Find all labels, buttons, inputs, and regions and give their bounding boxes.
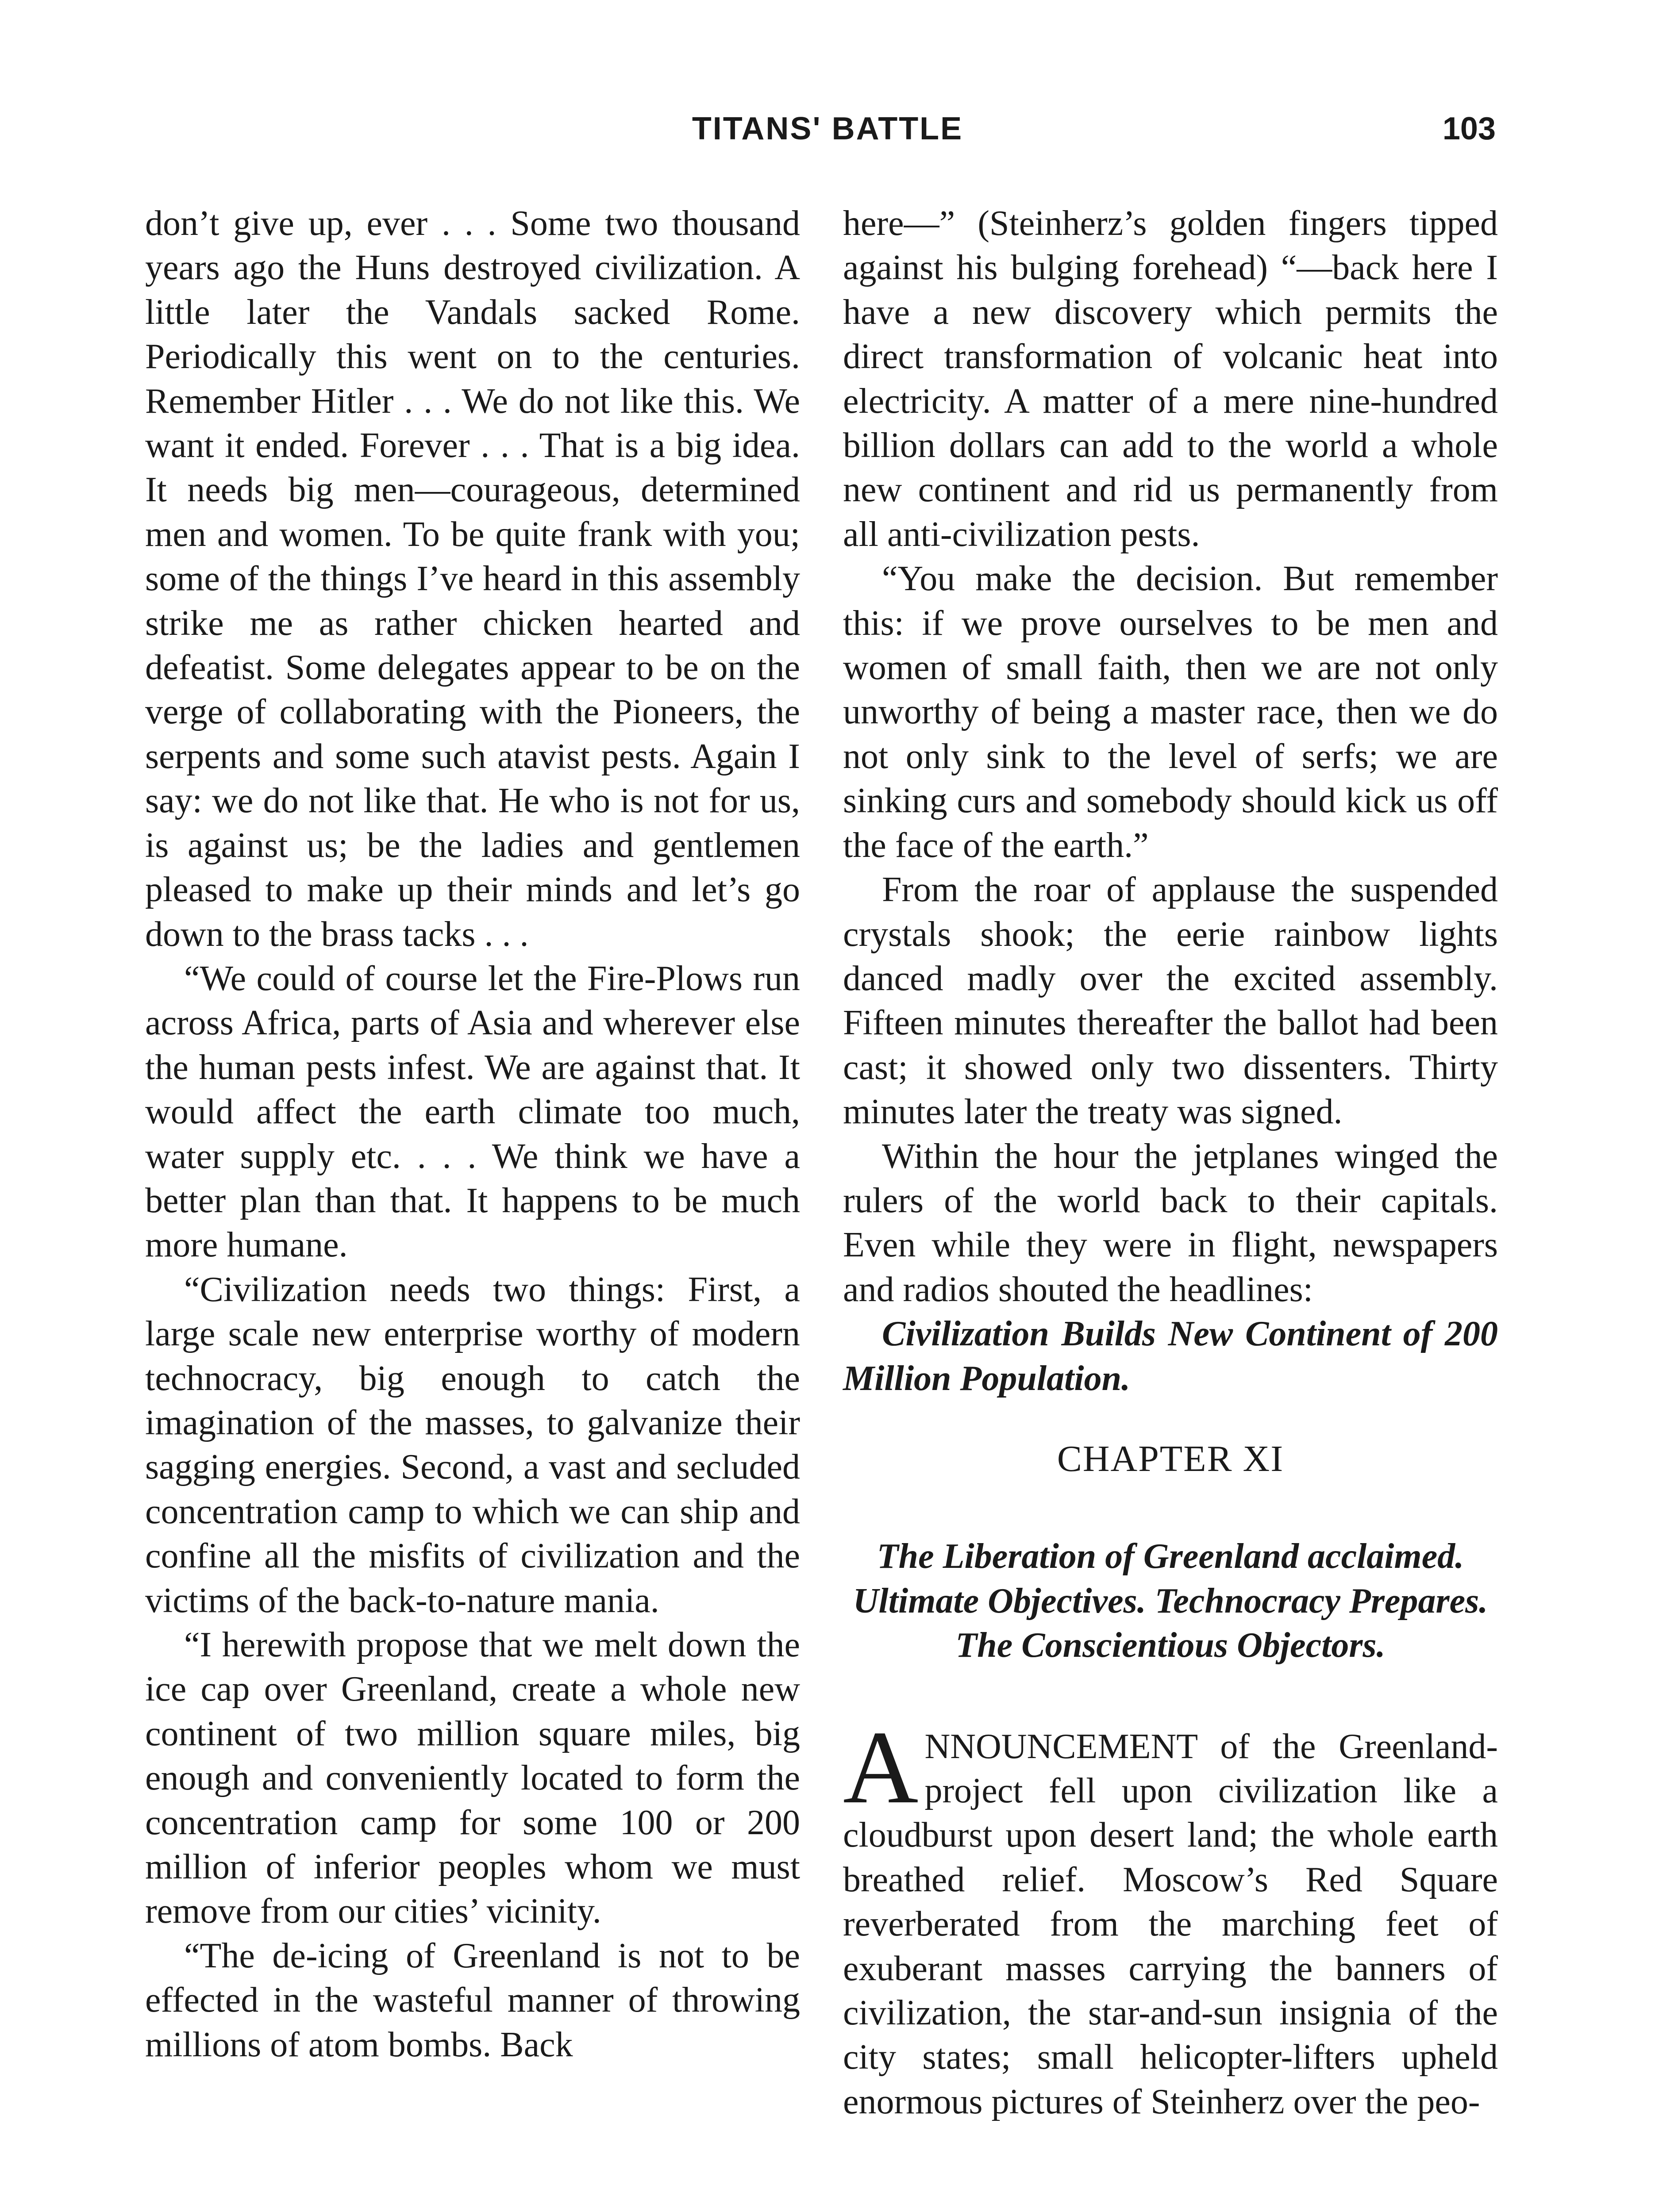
paragraph: don’t give up, ever . . . Some two thousand years ago the Huns destroyed civilization. A little later the Vandals sacked Rome. Periodically this went on to the centuries. Remember Hitler . . . We do not like this. We want it ended. Forever . . . That is a big idea. It needs big men—courageous, determined men and women. To be quite frank with you; some of the things I’ve heard in this assembly strike me as rather chicken hearted and defeatist. Some delegates appear to be on the verge of collaborating with the Pioneers, the serpents and some such atavist pests. Again I say: we do not like that. He who is not for us, is against us; be the ladies and gentlemen pleased to make up their minds and let’s go down to the brass tacks . . . <box>145 204 800 954</box>
chapter-summary: The Liberation of Greenland acclaimed. Ultimate Objectives. Technocracy Prepares. The Conscientious Objectors. <box>853 1537 1488 1665</box>
paragraph: “The de-icing of Greenland is not to be effected in the wasteful manner of throwing millions of atom bombs. Back <box>145 1936 800 2064</box>
drop-cap: A <box>843 1709 919 1825</box>
chapter-opening-paragraph <box>843 1709 1498 2124</box>
newspaper-headline: Civilization Builds New Continent of 200 Million Population. <box>843 1314 1498 1398</box>
left-column <box>145 201 800 2067</box>
paragraph: Within the hour the jetplanes winged the rulers of the world back to their capitals. Even while they were in flight, newspapers and radios shouted the headlines: <box>843 1137 1498 1309</box>
running-title: TITANS' BATTLE <box>692 111 963 146</box>
chapter-opening-text: NNOUNCEMENT of the Greenland-project fell upon civilization like a cloudburst upon desert land; the whole earth breathed relief. Moscow’s Red Square reverberated from the marching feet of exuberant masses carrying the banners of civilization, the star-and-sun insignia of the city states; small helicopter-lifters upheld enormous pictures of Steinherz over the peo- <box>843 1727 1498 2121</box>
right-column <box>843 201 1498 2124</box>
paragraph: “I herewith propose that we melt down the ice cap over Greenland, create a whole new continent of two million square miles, big enough and conveniently located to form the concentration camp for some 100 or 200 million of inferior peoples whom we must remove from our cities’ vicinity. <box>145 1625 800 1931</box>
paragraph: From the roar of applause the suspended crystals shook; the eerie rainbow lights danced madly over the excited assembly. Fifteen minutes thereafter the ballot had been cast; it showed only two dissenters. Thirty minutes later the treaty was signed. <box>843 870 1498 1132</box>
paragraph: “Civilization needs two things: First, a large scale new enterprise worthy of modern technocracy, big enough to catch the imagination of the masses, to galvanize their sagging energies. Second, a vast and secluded concentration camp to which we can ship and confine all the misfits of civilization and the victims of the back-to-nature mania. <box>145 1270 800 1620</box>
paragraph: “We could of course let the Fire-Plows run across Africa, parts of Asia and wherever else the human pests infest. We are against that. It would affect the earth climate too much, water supply etc. . . . We think we have a better plan than that. It happens to be much more humane. <box>145 959 800 1265</box>
running-header <box>0 111 1655 164</box>
paragraph: “You make the decision. But remember this: if we prove ourselves to be men and women of small faith, then we are not only unworthy of being a master race, then we do not only sink to the level of serfs; we are sinking curs and somebody should kick us off the face of the earth.” <box>843 559 1498 865</box>
paragraph: here—” (Steinherz’s golden fingers tipped against his bulging forehead) “—back here I have a new discovery which permits the direct transformation of volcanic heat into electricity. A matter of a mere nine-hundred billion dollars can add to the world a whole new continent and rid us permanently from all anti-civilization pests. <box>843 204 1498 554</box>
chapter-title: CHAPTER XI <box>1057 1438 1284 1479</box>
page-number: 103 <box>1442 111 1496 146</box>
